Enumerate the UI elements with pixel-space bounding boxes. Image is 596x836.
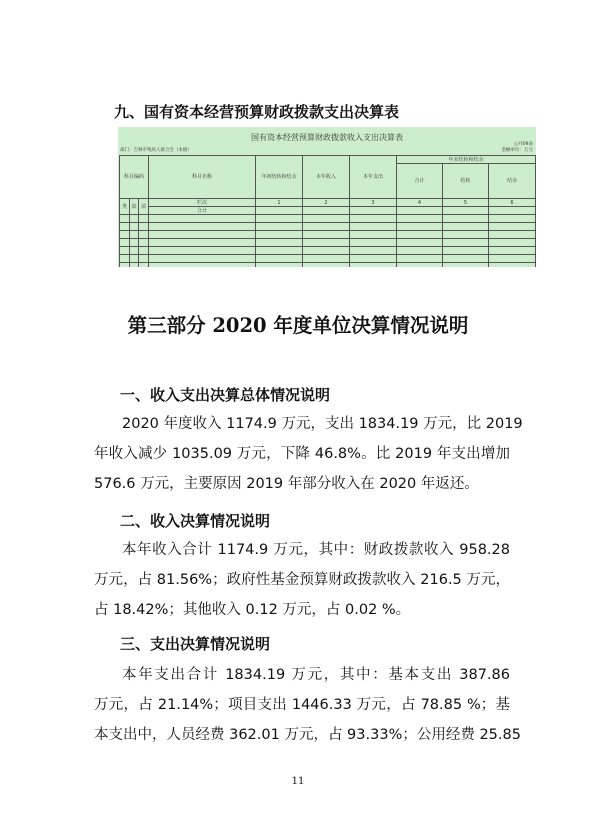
row-total-label: 合计	[149, 207, 256, 215]
col-number: 3	[350, 199, 397, 207]
income-expense-table-image	[118, 127, 536, 267]
header-end-balance: 年末结转和结余	[397, 156, 536, 164]
section-3-heading: 三、支出决算情况说明	[120, 635, 271, 653]
sub-entry: 项	[139, 199, 149, 215]
paragraph-line: 万元，占 21.14%；项目支出 1446.33 万元，占 78.85 %；基	[94, 697, 510, 713]
header-carryover: 结转	[443, 164, 489, 199]
section-9-heading: 九、国有资本经营预算财政拨款支出决算表	[114, 103, 400, 121]
section-1-heading: 一、收入支出决算总体情况说明	[120, 386, 331, 404]
col-number: 5	[443, 199, 489, 207]
paragraph-line: 本年收入合计 1174.9 万元，其中：财政拨款收入 958.28	[122, 542, 510, 558]
section-2-paragraph	[94, 535, 510, 625]
paragraph-line: 本年支出合计 1834.19 万元，其中：基本支出 387.86	[122, 667, 510, 683]
table-form-code: 公开09表	[513, 142, 533, 147]
sub-item: 款	[130, 199, 139, 215]
header-begin-balance: 年初结转和结余	[256, 156, 303, 199]
col-number: 2	[303, 199, 350, 207]
section-1-paragraph	[94, 409, 523, 499]
budget-table	[119, 155, 536, 267]
paragraph-line: 年收入减少 1035.09 万元，下降 46.8%。比 2019 年支出增加	[94, 446, 510, 462]
section-2-heading: 二、收入决算情况说明	[120, 512, 271, 530]
col-number: 1	[256, 199, 303, 207]
table-department: 部门：吉林市残疾人联合会（本级）	[120, 148, 192, 153]
part-3-title: 第三部分 2020 年度单位决算情况说明	[127, 314, 469, 337]
page-number: 11	[291, 776, 305, 787]
paragraph-line: 本支出中，人员经费 362.01 万元，占 93.33%；公用经费 25.85	[94, 727, 521, 743]
header-total: 合计	[397, 164, 443, 199]
paragraph-line: 2020 年度收入 1174.9 万元，支出 1834.19 万元，比 2019	[122, 416, 523, 432]
section-3-paragraph	[94, 660, 521, 750]
header-subject-code: 科目编码	[120, 156, 149, 199]
paragraph-line: 万元，占 81.56%；政府性基金预算财政拨款收入 216.5 万元，	[94, 572, 510, 588]
header-subject-name: 科目名称	[149, 156, 256, 199]
sub-class: 类	[120, 199, 130, 215]
header-surplus: 结余	[489, 164, 536, 199]
col-number: 6	[489, 199, 536, 207]
table-unit: 金额单位：万元	[501, 148, 533, 153]
header-expense: 本年支出	[350, 156, 397, 199]
col-number: 4	[397, 199, 443, 207]
header-income: 本年收入	[303, 156, 350, 199]
paragraph-line: 576.6 万元，主要原因 2019 年部分收入在 2020 年返还。	[94, 476, 479, 492]
paragraph-line: 占 18.42%；其他收入 0.12 万元，占 0.02 %。	[94, 602, 411, 618]
table-title: 国有资本经营预算财政拨款收入支出决算表	[251, 133, 403, 142]
row-index-label: 栏次	[149, 199, 256, 207]
